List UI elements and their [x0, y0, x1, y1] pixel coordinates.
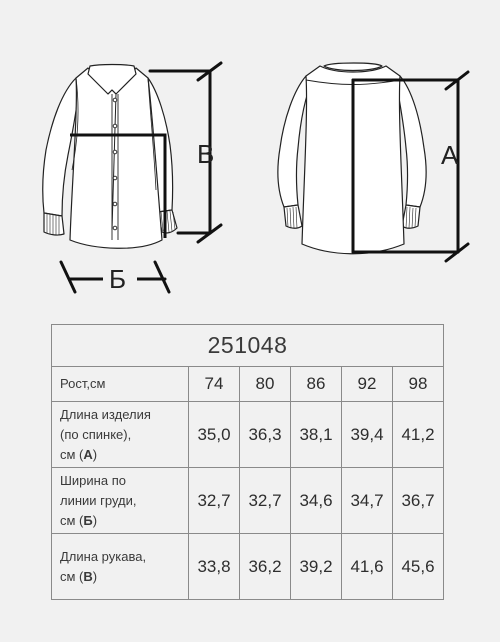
value-cell: 36,3 — [240, 402, 291, 468]
value-cell: 39,4 — [342, 402, 393, 468]
size-98: 98 — [393, 367, 444, 402]
value-cell: 32,7 — [189, 468, 240, 534]
size-86: 86 — [291, 367, 342, 402]
label-line: Длина изделия — [60, 406, 151, 422]
label-line: линии груди, — [60, 492, 137, 508]
value-cell: 41,6 — [342, 534, 393, 600]
size-80: 80 — [240, 367, 291, 402]
value-cell: 32,7 — [240, 468, 291, 534]
unit-suffix: ) — [92, 568, 98, 584]
value-cell: 38,1 — [291, 402, 342, 468]
table-row-sleeve-length — [52, 534, 444, 600]
unit-prefix: см ( — [60, 446, 84, 462]
value-cell: 34,7 — [342, 468, 393, 534]
unit-suffix: ) — [92, 512, 98, 528]
value-cell: 35,0 — [189, 402, 240, 468]
garment-technical-drawing — [0, 0, 500, 320]
row-label-sleeve-length — [52, 534, 189, 600]
unit-prefix: см ( — [60, 512, 84, 528]
unit-letter: Б — [83, 512, 93, 528]
unit-line — [60, 511, 188, 531]
dimension-label-be: Б — [109, 264, 127, 294]
label-line: Длина рукава, — [60, 548, 147, 564]
table-row-back-length — [52, 402, 444, 468]
unit-line — [60, 445, 188, 465]
size-74: 74 — [189, 367, 240, 402]
unit-letter: В — [83, 568, 93, 584]
unit-letter: А — [83, 446, 93, 462]
label-line: (по спинке), — [60, 426, 132, 442]
value-cell: 33,8 — [189, 534, 240, 600]
value-cell: 39,2 — [291, 534, 342, 600]
size-header-row — [52, 367, 444, 402]
size-92: 92 — [342, 367, 393, 402]
dimension-label-b: В — [197, 139, 215, 169]
size-header-label: Рост,см — [52, 367, 189, 402]
value-cell: 41,2 — [393, 402, 444, 468]
value-cell: 34,6 — [291, 468, 342, 534]
label-line: Ширина по — [60, 472, 126, 488]
row-label-chest-width — [52, 468, 189, 534]
row-label-back-length — [52, 402, 189, 468]
size-chart-table — [51, 324, 444, 600]
value-cell: 45,6 — [393, 534, 444, 600]
article-number: 251048 — [52, 325, 444, 367]
table-row-chest-width — [52, 468, 444, 534]
dimension-label-a: А — [441, 140, 459, 170]
shirt-front-view — [43, 65, 177, 249]
value-cell: 36,2 — [240, 534, 291, 600]
value-cell: 36,7 — [393, 468, 444, 534]
unit-line — [60, 567, 188, 587]
unit-prefix: см ( — [60, 568, 84, 584]
unit-suffix: ) — [92, 446, 98, 462]
